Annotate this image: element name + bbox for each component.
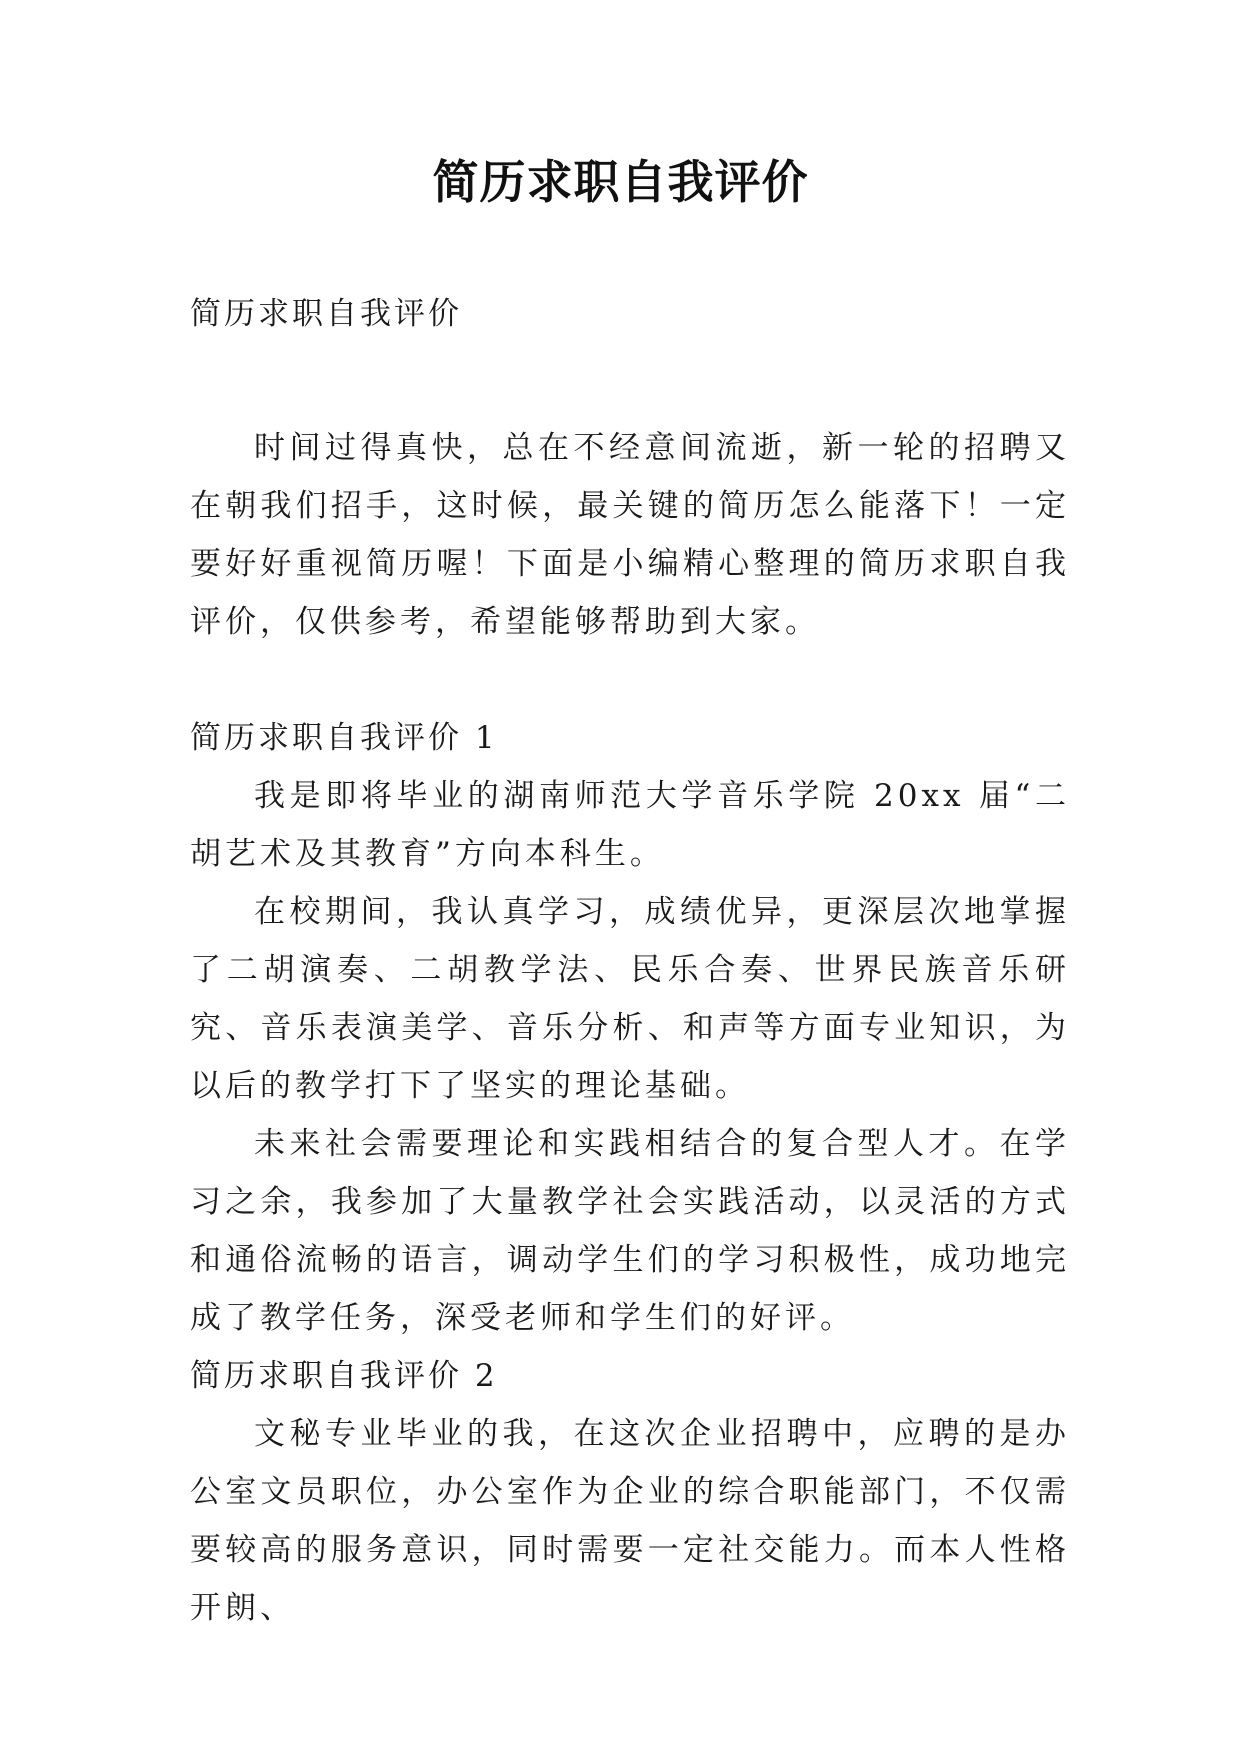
document-body <box>190 285 1070 1637</box>
document-title: 简历求职自我评价 <box>432 155 809 209</box>
section-1-heading: 简历求职自我评价 1 <box>190 720 498 756</box>
spacer <box>190 651 1070 709</box>
intro-paragraph: 时间过得真快，总在不经意间流逝，新一轮的招聘又在朝我们招手，这时候，最关键的简历怎么能落下！一定要好好重视简历喔！下面是小编精心整理的简历求职自我评价，仅供参考，希望能够帮助到大家。 <box>190 430 1070 640</box>
section-2-paragraph: 文秘专业毕业的我，在这次企业招聘中，应聘的是办公室文员职位，办公室作为企业的综合职能部门，不仅需要较高的服务意识，同时需要一定社交能力。而本人性格开朗、 <box>190 1416 1070 1626</box>
section-1-paragraph: 我是即将毕业的湖南师范大学音乐学院 20xx 届“二胡艺术及其教育”方向本科生。 <box>190 778 1070 872</box>
section-2-heading: 简历求职自我评价 2 <box>190 1358 498 1394</box>
spacer <box>190 343 1070 419</box>
subtitle: 简历求职自我评价 <box>190 296 462 332</box>
section-1-paragraph: 在校期间，我认真学习，成绩优异，更深层次地掌握了二胡演奏、二胡教学法、民乐合奏、世界民族音乐研究、音乐表演美学、音乐分析、和声等方面专业知识，为以后的教学打下了坚实的理论基础。 <box>190 894 1070 1104</box>
section-1-paragraph: 未来社会需要理论和实践相结合的复合型人才。在学习之余，我参加了大量教学社会实践活动，以灵活的方式和通俗流畅的语言，调动学生们的学习积极性，成功地完成了教学任务，深受老师和学生们的好评。 <box>190 1126 1070 1336</box>
